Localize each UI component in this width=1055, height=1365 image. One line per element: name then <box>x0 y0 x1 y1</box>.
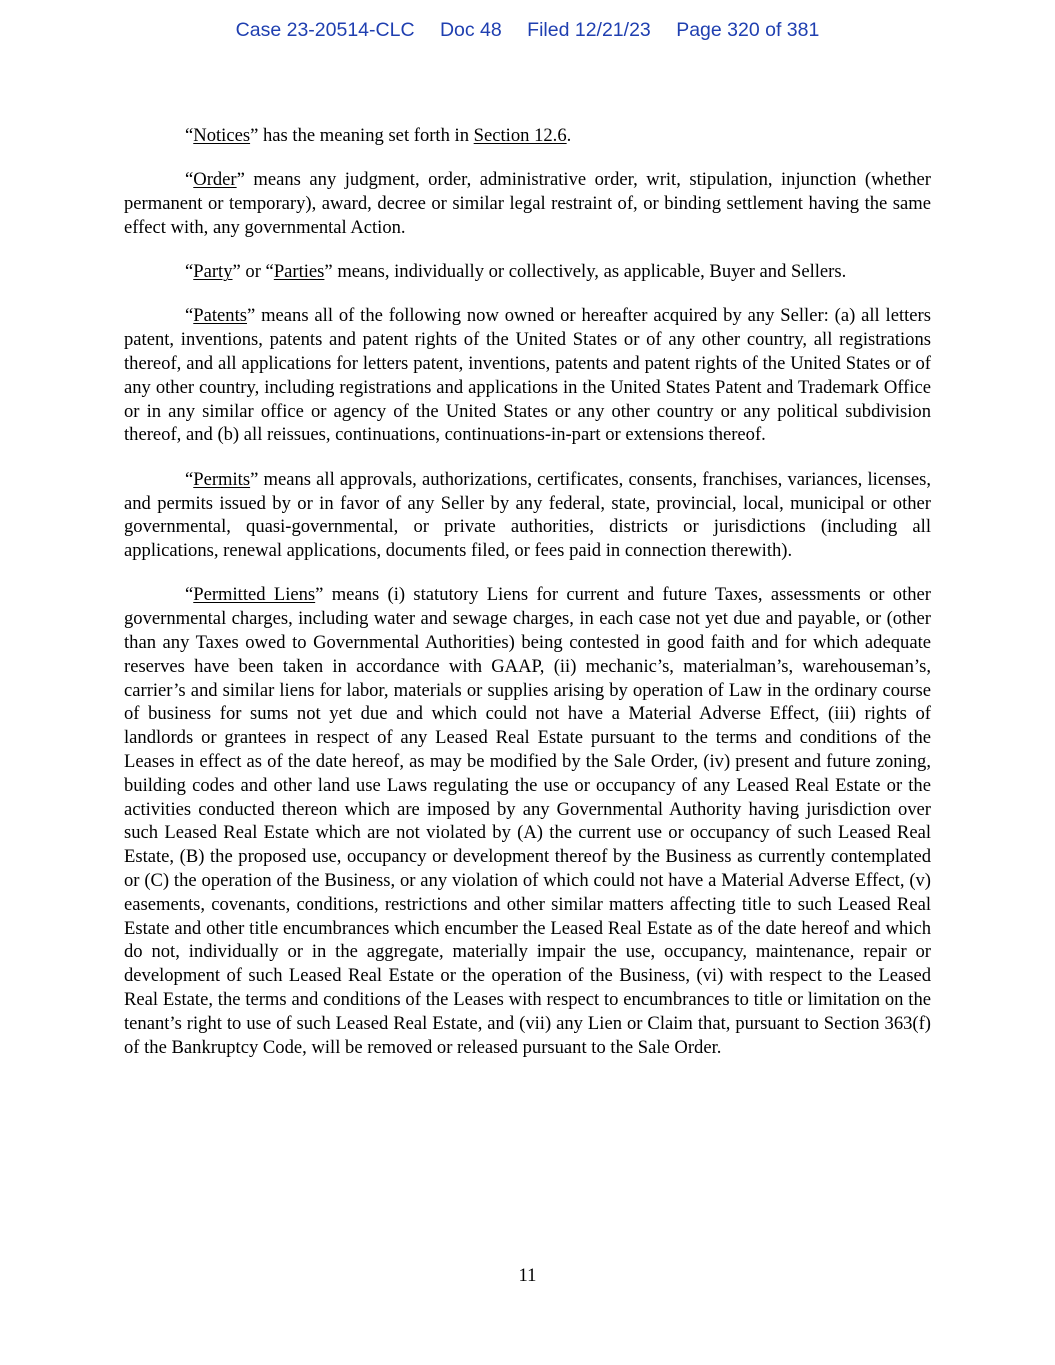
section-reference: Section 12.6 <box>473 125 567 146</box>
page-number: 11 <box>518 1265 537 1286</box>
document-body <box>124 124 931 1080</box>
doc-number: Doc 48 <box>439 19 502 41</box>
page-of-total: Page 320 of 381 <box>676 19 820 41</box>
defined-term: Order <box>193 169 237 191</box>
defined-term: Notices <box>193 125 251 146</box>
definition-permitted-liens: “Permitted Liens” means (i) statutory Liens for current and future Taxes, assessments or other governmental charges, including water and sewage charges, in each case not yet due and payable, or (other than any Taxes owed to Governmental Authorities) being contested in good faith and for which adequate reserves have been taken in accordance with GAAP, (ii) mechanic’s, materialman’s, warehouseman’s, carrier’s and similar liens for labor, materials or supplies arising by operation of Law in the ordinary course of business for sums not yet due and which could not have a Material Adverse Effect, (iii) rights of landlords or grantees in respect of any Leased Real Estate pursuant to the terms and conditions of the Leases in effect as of the date hereof, as may be modified by the Sale Order, (iv) present and future zoning, building codes and other land use Laws regulating the use or occupancy of any Leased Real Estate or the activities conducted thereon which are imposed by any Governmental Authority having jurisdiction over such Leased Real Estate which are not violated by (A) the current use or occupancy of such Leased Real Estate, (B) the proposed use, occupancy or development thereof by the Business as currently contemplated or (C) the operation of the Business, or any violation of which could not have a Material Adverse Effect, (v) easements, covenants, conditions, restrictions and other similar matters affecting title to such Leased Real Estate and other title encumbrances which encumber the Leased Real Estate as of the date hereof and which do not, individually or in the aggregate, materially impair the use, occupancy, maintenance, repair or development of such Leased Real Estate or the operation of the Business, (vi) with respect to the Leased Real Estate, the terms and conditions of the Leases with respect to encumbrances to title or limitation on the tenant’s right to use of such Leased Real Estate, and (vii) any Lien or Claim that, pursuant to Section 363(f) of the Bankruptcy Code, will be removed or released pursuant to the Sale Order. <box>124 584 931 1058</box>
defined-term: Patents <box>193 305 247 327</box>
defined-term: Permits <box>193 468 251 490</box>
defined-term: Permitted Liens <box>193 584 316 606</box>
defined-term: Party <box>193 261 233 283</box>
defined-term: Parties <box>273 261 325 283</box>
definition-party: “Party” or “Parties” means, individually or collectively, as applicable, Buyer and Sellers. <box>185 261 847 283</box>
filed-date: Filed 12/21/23 <box>527 19 651 41</box>
case-number: Case 23-20514-CLC <box>235 19 415 41</box>
definition-order: “Order” means any judgment, order, administrative order, writ, stipulation, injunction (whether permanent or temporary), award, decree or similar legal restraint of, or binding settlement having the same effect with, any governmental Action. <box>124 169 931 238</box>
definition-permits: “Permits” means all approvals, authorizations, certificates, consents, franchises, variances, licenses, and permits issued by or in favor of any Seller by any federal, state, provincial, local, municipal or other governmental, quasi-governmental, or private authorities, districts or jurisdictions (including all applications, renewal applications, documents filed, or fees paid in connection therewith). <box>124 468 931 562</box>
definition-patents: “Patents” means all of the following now owned or hereafter acquired by any Seller: (a) all letters patent, inventions, patents and patent rights of the United States or of any other country, all registrations thereof, and all applications for letters patent, inventions, patents and patent rights of the United States or of any other country, including registrations and applications in the United States Patent and Trademark Office or in any similar office or agency of the United States or any other country or any political subdivision thereof, and (b) all reissues, continuations, continuations-in-part or extensions thereof. <box>124 305 931 446</box>
case-filing-header <box>0 19 1055 42</box>
definition-notices: “Notices” has the meaning set forth in Section 12.6. <box>185 125 572 146</box>
